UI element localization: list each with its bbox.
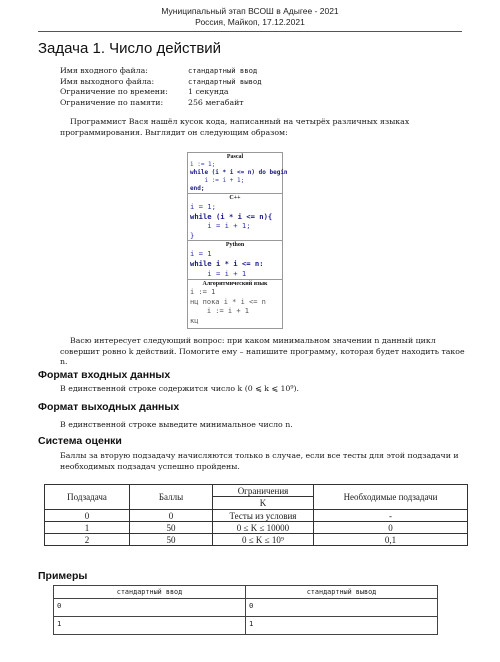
table-row (54, 599, 438, 617)
table-cell: - (314, 510, 468, 522)
table-cell: 50 (130, 534, 213, 546)
page-header (0, 6, 500, 28)
code-line: i := i + 1 (190, 307, 250, 316)
code-line: i = i + 1 (190, 269, 247, 278)
table-header: Необходимые подзадачи (314, 485, 468, 510)
code-listing (187, 152, 288, 329)
meta-row (60, 87, 262, 98)
code-line: кц (190, 316, 199, 325)
meta-value: стандартный ввод (188, 66, 258, 75)
table-cell: 1 (246, 617, 438, 635)
table-cell: 0 (54, 599, 246, 617)
table-header: Ограничения (213, 485, 314, 497)
code-line: while (i * i <= n){ (190, 211, 273, 221)
table-cell: 2 (45, 534, 130, 546)
input-format-text: В единственной строке содержится число k (0 ⩽ k ⩽ 10⁹). (60, 384, 300, 393)
table-row (54, 617, 438, 635)
table-row (45, 510, 468, 522)
code-block-cpp (188, 202, 282, 240)
table-cell: 1 (54, 617, 246, 635)
code-line: end; (190, 185, 205, 192)
table-cell: 0 ≤ K ≤ 10000 (213, 522, 314, 534)
meta-value: 1 секунда (188, 87, 229, 96)
code-title-cpp: C++ (188, 193, 282, 202)
meta-key: Имя выходного файла: (60, 76, 155, 86)
meta-row (60, 77, 262, 88)
code-line: i = i + 1; (190, 221, 251, 230)
table-cell: 1 (45, 522, 130, 534)
header-line1: Муниципальный этап ВСОШ в Адыгее - 2021 (161, 6, 339, 16)
code-fragment: while (i * i <= n) (190, 169, 259, 176)
header-line2: Россия, Майкоп, 17.12.2021 (195, 17, 305, 27)
table-header: Подзадача (45, 485, 130, 510)
header-rule (38, 31, 462, 32)
meta-key: Ограничение по времени: (60, 87, 168, 96)
table-header: стандартный вывод (246, 586, 438, 599)
code-title-algorithmic: Алгоритмический язык (188, 279, 282, 288)
meta-key: Ограничение по памяти: (60, 97, 164, 107)
code-block-pascal (188, 161, 288, 193)
table-cell: 0 ≤ K ≤ 10⁹ (213, 534, 314, 546)
table-header-row (45, 485, 468, 497)
meta-value: стандартный вывод (188, 76, 262, 86)
code-block-algorithmic (188, 288, 282, 326)
table-cell: 50 (130, 522, 213, 534)
table-subheader: K (213, 497, 314, 510)
table-cell: 0 (246, 599, 438, 617)
code-line: i = 1; (190, 202, 216, 211)
meta-key: Имя входного файла: (60, 66, 148, 75)
meta-row (60, 66, 262, 77)
code-line: нц пока i * i <= n (190, 297, 266, 306)
code-title-pascal: Pascal (226, 154, 244, 160)
table-cell: 0,1 (314, 534, 468, 546)
table-row (45, 534, 468, 546)
task-meta (60, 66, 262, 108)
examples-table (53, 585, 438, 635)
code-line: i := 1 (190, 288, 216, 296)
code-line (188, 169, 288, 177)
question-paragraph: Васю интересует следующий вопрос: при каком минимальном значении n данный цикл совершит ровно k действий. Помогите ему – напишите программу, которая будет находить такое n. (60, 336, 465, 366)
code-block-python (188, 249, 282, 279)
intro-paragraph: Программист Вася нашёл кусок кода, написанный на четырёх различных языках программирования. Выглядит он следующим образом: (60, 117, 410, 137)
code-line: while i * i <= n: (190, 259, 264, 268)
table-cell: 0 (130, 510, 213, 522)
code-line: i = 1 (190, 249, 212, 258)
table-cell: 0 (314, 522, 468, 534)
code-line: } (190, 230, 195, 240)
code-line: i := 1; (190, 161, 216, 168)
table-header: стандартный ввод (54, 586, 246, 599)
output-format-heading: Формат выходных данных (38, 401, 180, 413)
table-header-row (54, 586, 438, 599)
meta-row (60, 98, 262, 109)
table-header: Баллы (130, 485, 213, 510)
examples-heading: Примеры (38, 570, 88, 582)
meta-value: 256 мегабайт (188, 97, 244, 107)
table-row (45, 522, 468, 534)
code-fragment: do begin (258, 169, 288, 176)
input-format-heading: Формат входных данных (38, 369, 171, 381)
table-cell: Тесты из условия (213, 510, 314, 522)
scoring-text: Баллы за вторую подзадачу начисляются только в случае, если все тесты для этой подзадачи и необходимых подзадач успешно пройдены. (60, 451, 459, 471)
table-cell: 0 (45, 510, 130, 522)
code-title-python: Python (188, 240, 282, 249)
code-line: i := i + 1; (190, 177, 245, 184)
scoring-table (44, 484, 468, 546)
output-format-text: В единственной строке выведите минимальное число n. (60, 420, 293, 429)
scoring-heading: Система оценки (38, 435, 122, 447)
task-title: Задача 1. Число действий (38, 40, 222, 57)
